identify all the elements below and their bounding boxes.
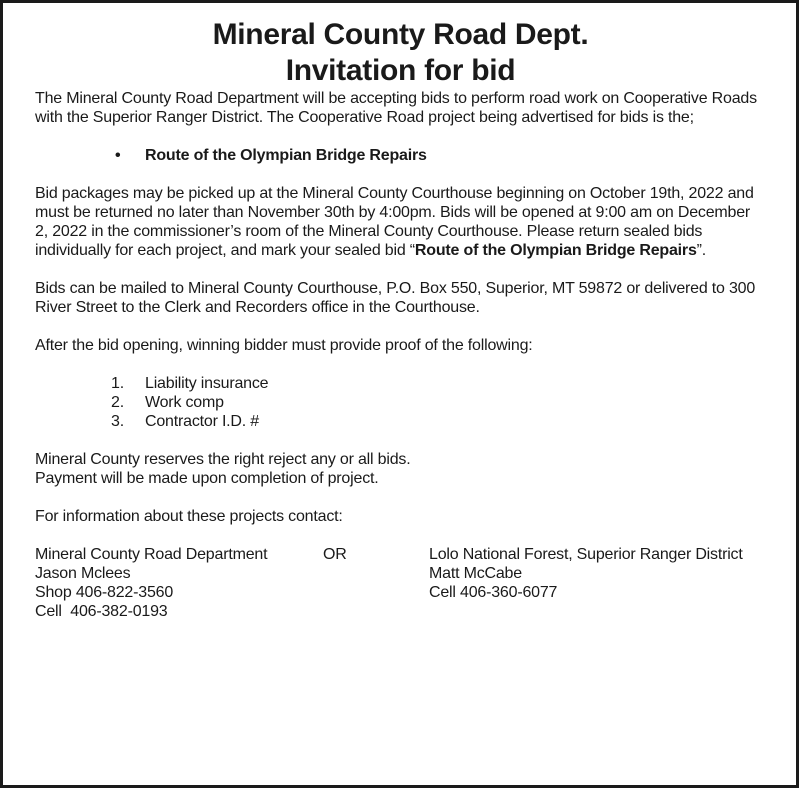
contact-county-org: Mineral County Road Department [35,546,268,563]
bid-packages-text: Bid packages may be picked up at the Mineral County Courthouse beginning on October 19th, 2022 and must be returned no later than November 30th by 4:00pm. Bids will be opened at 9:00 am on December 2, 2022 in the commissioner’s room of the Mineral County Courthouse. Please return sealed bids individually for each project, and mark your sealed bid “ [35,185,754,259]
contact-separator: OR [323,546,347,563]
title-line-2: Invitation for bid [285,54,516,87]
list-item-number: 1. [111,375,124,392]
contact-forest-name: Matt McCabe [429,565,522,582]
list-item [111,393,766,412]
contact-forest-phone-cell: Cell 406-360-6077 [429,584,558,601]
contact-county [35,545,323,621]
list-item-text: Work comp [145,394,224,411]
contact-forest-org: Lolo National Forest, Superior Ranger District [429,546,743,563]
rights-line-1: Mineral County reserves the right reject any or all bids. [35,451,411,468]
project-name: Route of the Olympian Bridge Repairs [145,147,427,164]
list-item [111,374,766,393]
bid-packages-suffix: ”. [696,242,707,259]
list-item-text: Contractor I.D. # [145,413,259,430]
contact-intro: For information about these projects contact: [35,508,343,525]
title-line-1: Mineral County Road Dept. [212,18,589,51]
contacts-block [35,545,766,621]
notice-title [35,17,766,89]
requirements-intro: After the bid opening, winning bidder must provide proof of the following: [35,337,533,354]
intro-paragraph: The Mineral County Road Department will be accepting bids to perform road work on Cooperative Roads with the Superior Ranger District. The Cooperative Road project being advertised for bids is the; [35,90,757,126]
bid-packages-emphasis: Route of the Olympian Bridge Repairs [414,242,697,259]
project-bullet [35,146,766,165]
list-item-number: 2. [111,394,124,411]
list-item [111,412,766,431]
contact-county-phone-shop: Shop 406-822-3560 [35,584,174,601]
requirements-list [35,374,766,431]
bullet-marker: • [115,147,121,164]
bid-packages-paragraph [35,184,766,260]
contact-county-name: Jason Mclees [35,565,131,582]
list-item-number: 3. [111,413,124,430]
mailing-paragraph: Bids can be mailed to Mineral County Courthouse, P.O. Box 550, Superior, MT 59872 or delivered to 300 River Street to the Clerk and Recorders office in the Courthouse. [35,280,756,316]
list-item-text: Liability insurance [145,375,269,392]
rights-line-2: Payment will be made upon completion of project. [35,470,379,487]
contact-county-phone-cell: Cell 406-382-0193 [35,603,168,620]
contact-forest [429,545,766,621]
